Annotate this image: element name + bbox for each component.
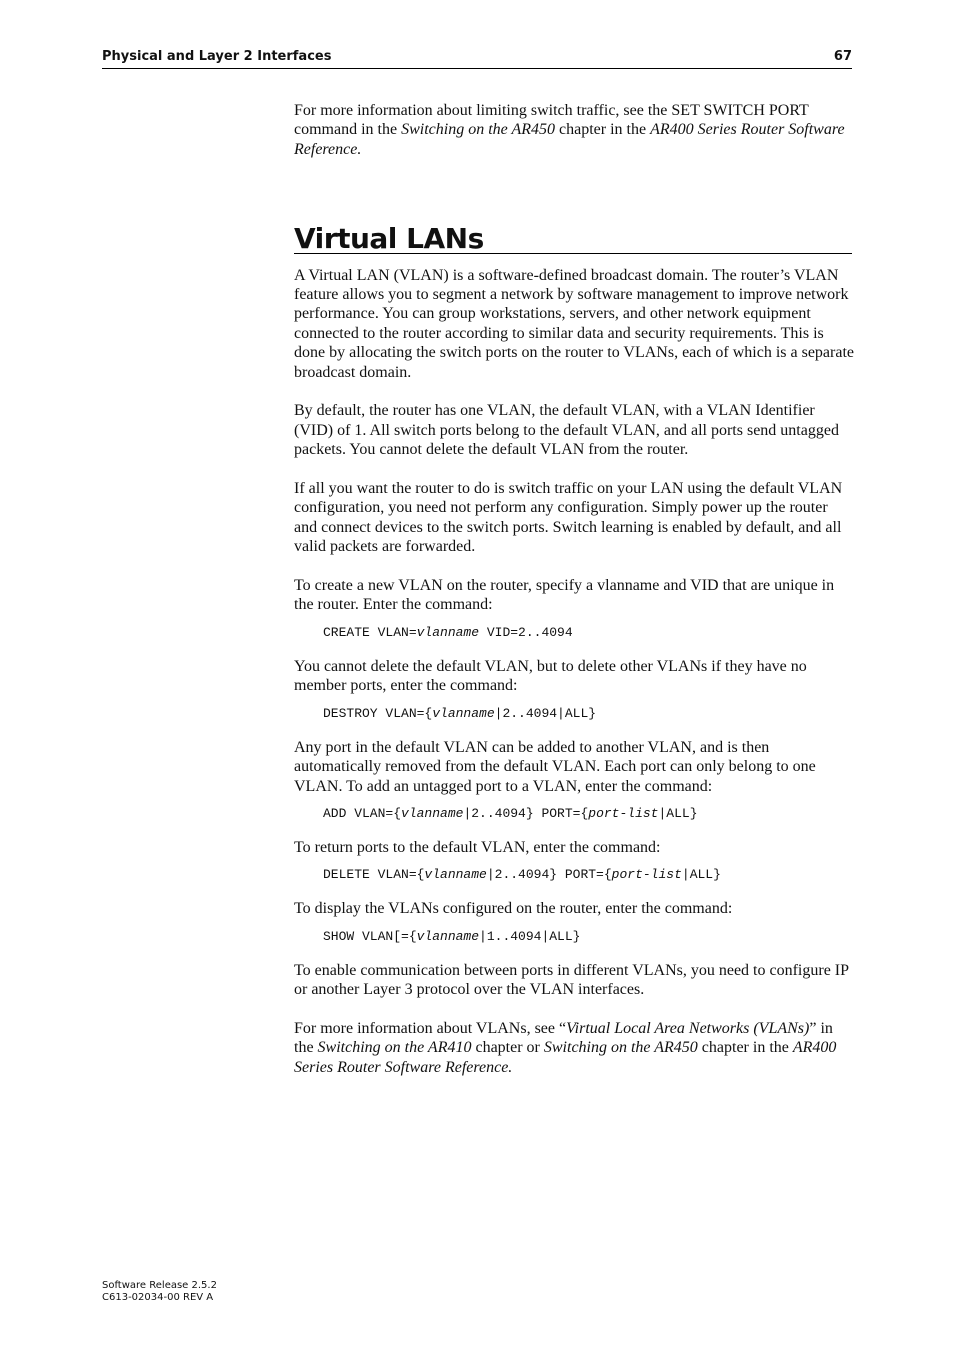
paragraph-inter-vlan: To enable communication between ports in different VLANs, you need to configure IP or another Layer 3 protocol over the VLAN interfaces.	[294, 961, 849, 999]
command-delete-vlan: DELETE VLAN={vlanname|2..4094} PORT={port-list|ALL}	[323, 867, 721, 883]
paragraph-destroy-vlan: You cannot delete the default VLAN, but to delete other VLANs if they have no member ports, enter the command:	[294, 657, 807, 695]
paragraph-more-info: For more information about VLANs, see “Virtual Local Area Networks (VLANs)” in the Switching on the AR410 chapter or Switching on the AR450 chapter in the AR400 Series Router Software Reference.	[294, 1019, 837, 1076]
paragraph-return-ports: To return ports to the default VLAN, enter the command:	[294, 838, 661, 856]
paragraph-display-vlans: To display the VLANs configured on the router, enter the command:	[294, 900, 733, 918]
command-add-vlan: ADD VLAN={vlanname|2..4094} PORT={port-list|ALL}	[323, 805, 698, 821]
command-destroy-vlan: DESTROY VLAN={vlanname|2..4094|ALL}	[323, 705, 597, 721]
paragraph-default-vlan: By default, the router has one VLAN, the default VLAN, with a VLAN Identifier (VID) of 1. All switch ports belong to the default VLAN, and all ports send untagged packets. You cannot delete the default VLAN from the router.	[294, 402, 839, 459]
paragraph-add-port: Any port in the default VLAN can be added to another VLAN, and is then automatically removed from the default VLAN. Each port can only belong to one VLAN. To add an untagged port to a VLAN, enter the command:	[294, 738, 816, 795]
paragraph-create-vlan: To create a new VLAN on the router, specify a vlanname and VID that are unique in the router. Enter the command:	[294, 577, 835, 614]
footer-release: Software Release 2.5.2	[102, 1280, 217, 1291]
page-footer	[102, 1280, 217, 1304]
paragraph-switching: If all you want the router to do is switch traffic on your LAN using the default VLAN configuration, you need not perform any configuration. Simply power up the router and connect devices to the switch ports. Switch learning is enabled by default, and all valid packets are forwarded.	[294, 480, 843, 556]
page-header	[102, 48, 852, 69]
command-show-vlan: SHOW VLAN[={vlanname|1..4094|ALL}	[323, 928, 581, 944]
main-content	[294, 101, 854, 1077]
paragraph-vlan-definition: A Virtual LAN (VLAN) is a software-defined broadcast domain. The router’s VLAN feature allows you to segment a network by software management to improve network performance. You can group workstations, servers, and other network equipment connected to the router according to similar data and security requirements. This is done by allocating the switch ports on the router to VLANs, each of which is a separate broadcast domain.	[294, 266, 854, 381]
header-title: Physical and Layer 2 Interfaces	[102, 49, 332, 64]
command-create-vlan: CREATE VLAN=vlanname VID=2..4094	[323, 624, 573, 640]
section-title: Virtual LANs	[294, 229, 852, 253]
footer-doc-id: C613-02034-00 REV A	[102, 1292, 214, 1303]
page-number: 67	[833, 49, 852, 64]
intro-paragraph: For more information about limiting switch traffic, see the SET SWITCH PORT command in the Switching on the AR450 chapter in the AR400 Series Router Software Reference.	[294, 102, 845, 158]
